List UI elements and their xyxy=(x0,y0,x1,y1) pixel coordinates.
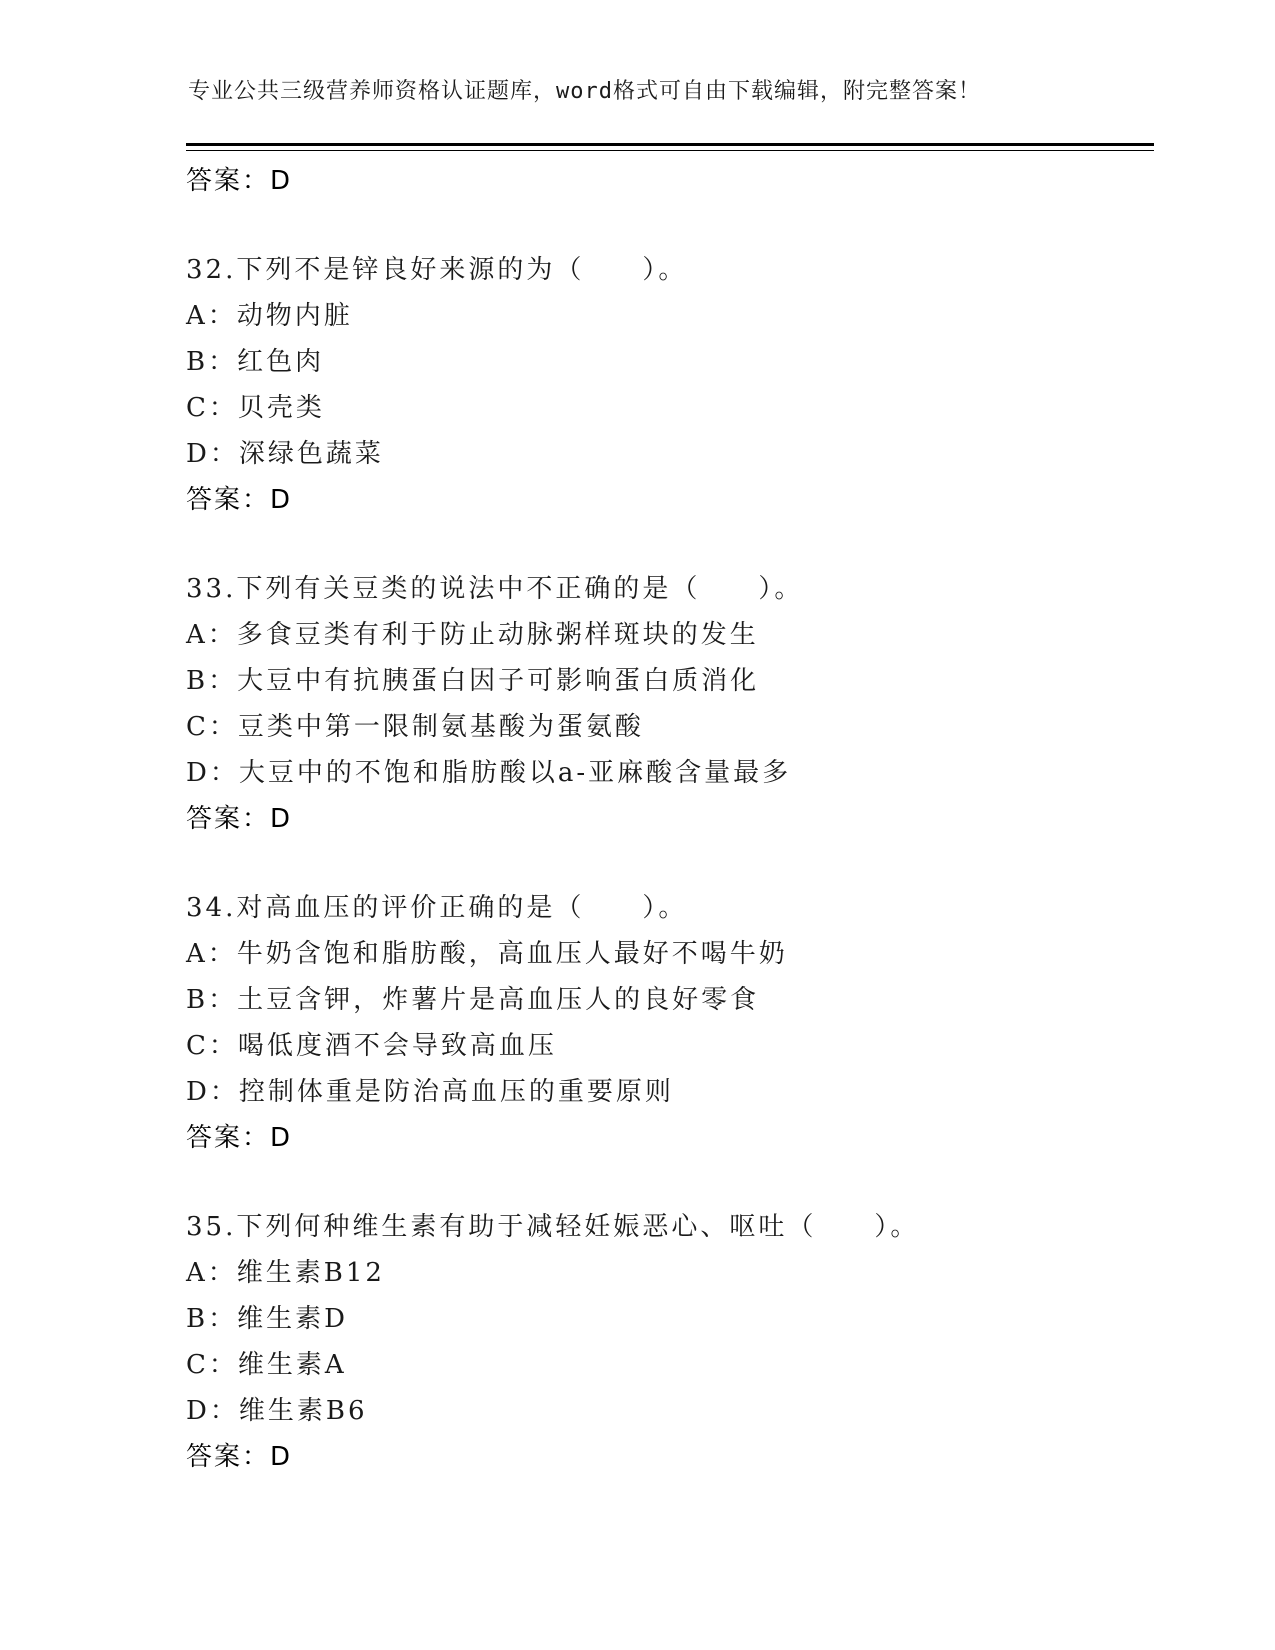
option-b: B：红色肉 xyxy=(186,347,325,377)
question-title: 32.下列不是锌良好来源的为（ ）。 xyxy=(186,255,688,285)
question-title: 34.对高血压的评价正确的是（ ）。 xyxy=(186,893,688,923)
question-title: 35.下列何种维生素有助于减轻妊娠恶心、呕吐（ ）。 xyxy=(186,1212,920,1242)
option-d: D：大豆中的不饱和脂肪酸以a-亚麻酸含量最多 xyxy=(186,758,792,788)
question-list xyxy=(186,158,1154,1480)
option-d: D：维生素B6 xyxy=(186,1396,368,1426)
option-b: B：土豆含钾，炸薯片是高血压人的良好零食 xyxy=(186,985,760,1015)
option-d: D：深绿色蔬菜 xyxy=(186,439,384,469)
question-title: 33.下列有关豆类的说法中不正确的是（ ）。 xyxy=(186,574,804,604)
question-block xyxy=(186,247,1154,523)
option-a: A：多食豆类有利于防止动脉粥样斑块的发生 xyxy=(186,620,759,650)
question-block xyxy=(186,1204,1154,1480)
answer-line: 答案：D xyxy=(186,166,293,196)
spacer xyxy=(186,204,1154,247)
header-divider-thin xyxy=(186,150,1154,151)
answer-line: 答案：D xyxy=(186,1123,293,1153)
option-a: A：牛奶含饱和脂肪酸，高血压人最好不喝牛奶 xyxy=(186,939,788,969)
option-c: C：贝壳类 xyxy=(186,393,325,423)
answer-line: 答案：D xyxy=(186,804,293,834)
answer-line: 答案：D xyxy=(186,485,293,515)
option-c: C：豆类中第一限制氨基酸为蛋氨酸 xyxy=(186,712,644,742)
option-a: A：动物内脏 xyxy=(186,301,353,331)
spacer xyxy=(186,842,1154,885)
question-block xyxy=(186,566,1154,842)
spacer xyxy=(186,1161,1154,1204)
option-d: D：控制体重是防治高血压的重要原则 xyxy=(186,1077,674,1107)
question-block xyxy=(186,885,1154,1161)
option-b: B：维生素D xyxy=(186,1304,348,1334)
header-divider-thick xyxy=(186,143,1154,146)
spacer xyxy=(186,523,1154,566)
option-c: C：维生素A xyxy=(186,1350,347,1380)
option-c: C：喝低度酒不会导致高血压 xyxy=(186,1031,557,1061)
option-a: A：维生素B12 xyxy=(186,1258,385,1288)
option-b: B：大豆中有抗胰蛋白因子可影响蛋白质消化 xyxy=(186,666,760,696)
page-header: 专业公共三级营养师资格认证题库，word格式可自由下载编辑，附完整答案！ xyxy=(188,79,981,104)
answer-line: 答案：D xyxy=(186,1442,293,1472)
